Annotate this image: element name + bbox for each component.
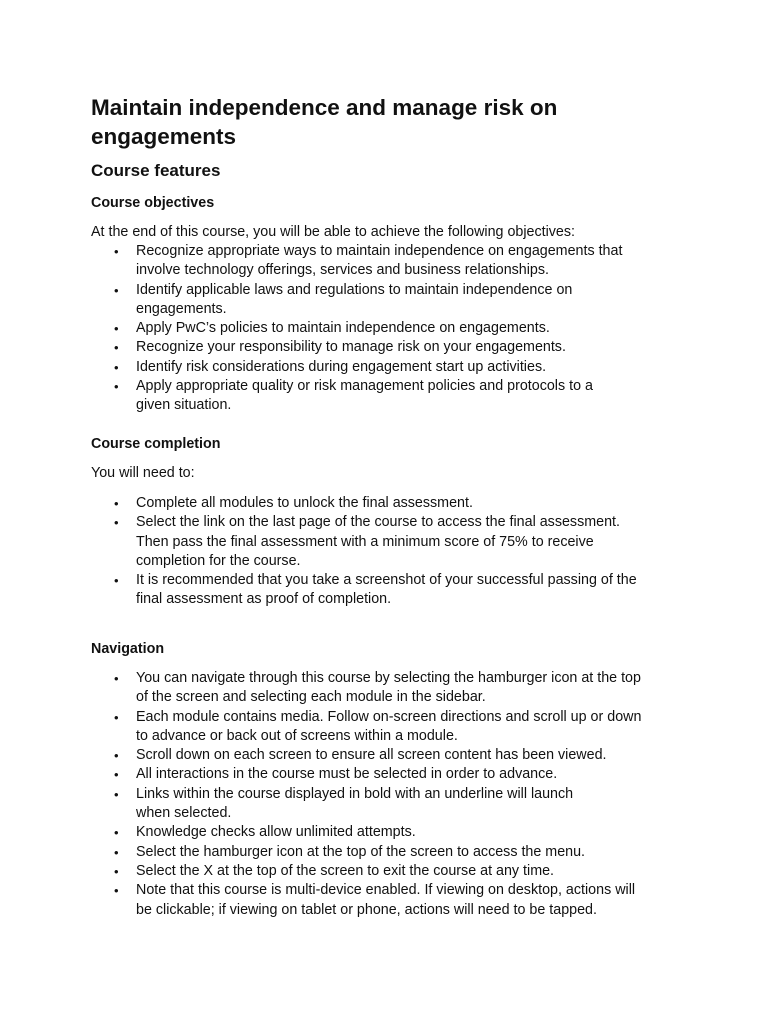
objectives-list bbox=[0, 242, 700, 416]
list-item bbox=[0, 338, 700, 357]
list-item-text: final assessment as proof of completion. bbox=[136, 591, 392, 608]
list-item-text: Recognize appropriate ways to maintain independence on engagements that bbox=[136, 243, 623, 259]
bullet-icon: • bbox=[114, 883, 119, 899]
list-item-text: You can navigate through this course by selecting the hamburger icon at the top bbox=[136, 670, 641, 686]
list-item bbox=[0, 513, 700, 571]
list-item bbox=[0, 281, 700, 320]
list-item-text: Complete all modules to unlock the final assessment. bbox=[136, 495, 473, 511]
bullet-icon: • bbox=[114, 844, 119, 860]
list-item-text: Then pass the final assessment with a minimum score of 75% to receive bbox=[136, 533, 594, 550]
list-item bbox=[0, 319, 700, 338]
bullet-icon: • bbox=[114, 359, 119, 375]
list-item-text: Identify applicable laws and regulations to maintain independence on bbox=[136, 281, 573, 298]
list-item-text: Knowledge checks allow unlimited attempts. bbox=[136, 824, 416, 841]
title-line-1: Maintain independence and manage risk on bbox=[91, 95, 558, 120]
list-item-text: Recognize your responsibility to manage risk on your engagements. bbox=[136, 339, 566, 356]
bullet-icon: • bbox=[114, 379, 119, 395]
list-item-text: completion for the course. bbox=[136, 552, 301, 569]
list-item-text: All interactions in the course must be selected in order to advance. bbox=[136, 766, 558, 783]
navigation-heading: Navigation bbox=[91, 641, 165, 657]
course-features-heading: Course features bbox=[91, 161, 221, 180]
list-item-text: be clickable; if viewing on tablet or phone, actions will need to be tapped. bbox=[136, 901, 597, 918]
list-item bbox=[0, 843, 700, 862]
list-item-text: given situation. bbox=[136, 397, 232, 414]
list-item-text: It is recommended that you take a screenshot of your successful passing of the bbox=[136, 572, 637, 589]
bullet-icon: • bbox=[114, 671, 119, 686]
list-item-text: Links within the course displayed in bold with an underline will launch bbox=[136, 785, 574, 802]
list-item bbox=[0, 494, 700, 513]
document-title bbox=[91, 93, 691, 151]
bullet-icon: • bbox=[114, 496, 119, 511]
list-item bbox=[0, 765, 700, 784]
bullet-icon: • bbox=[114, 515, 119, 531]
list-item bbox=[0, 571, 700, 610]
bullet-icon: • bbox=[114, 321, 119, 337]
list-item-text: involve technology offerings, services and business relationships. bbox=[136, 262, 549, 279]
list-item-text: Note that this course is multi-device enabled. If viewing on desktop, actions will bbox=[136, 882, 636, 899]
list-item bbox=[0, 823, 700, 842]
bullet-icon: • bbox=[114, 863, 119, 879]
bullet-icon: • bbox=[114, 340, 119, 356]
bullet-icon: • bbox=[114, 767, 119, 783]
bullet-icon: • bbox=[114, 282, 119, 298]
completion-intro: You will need to: bbox=[91, 465, 195, 481]
list-item-text: Select the hamburger icon at the top of the screen to access the menu. bbox=[136, 843, 586, 860]
list-item bbox=[0, 785, 700, 824]
list-item-text: Apply appropriate quality or risk management policies and protocols to a bbox=[136, 378, 593, 395]
bullet-icon: • bbox=[114, 786, 119, 802]
bullet-icon: • bbox=[114, 244, 119, 259]
list-item-text: Select the X at the top of the screen to exit the course at any time. bbox=[136, 862, 555, 879]
bullet-icon: • bbox=[114, 709, 119, 725]
list-item-text: Scroll down on each screen to ensure all screen content has been viewed. bbox=[136, 747, 607, 764]
objectives-intro: At the end of this course, you will be able to achieve the following objectives: bbox=[91, 224, 575, 240]
list-item-text: Select the link on the last page of the course to access the final assessment. bbox=[136, 514, 620, 531]
bullet-icon: • bbox=[114, 748, 119, 764]
completion-list bbox=[0, 494, 700, 610]
list-item bbox=[0, 358, 700, 377]
list-item bbox=[0, 242, 700, 281]
list-item-text: Identify risk considerations during engagement start up activities. bbox=[136, 358, 547, 375]
list-item-text: engagements. bbox=[136, 300, 227, 317]
list-item-text: of the screen and selecting each module in the sidebar. bbox=[136, 689, 486, 706]
navigation-list bbox=[0, 669, 700, 920]
title-line-2: engagements bbox=[91, 124, 237, 149]
list-item-text: when selected. bbox=[136, 805, 232, 822]
bullet-icon: • bbox=[114, 825, 119, 841]
list-item bbox=[0, 881, 700, 920]
list-item-text: to advance or back out of screens within a module. bbox=[136, 727, 458, 744]
list-item bbox=[0, 669, 700, 708]
list-item-text: Each module contains media. Follow on-screen directions and scroll up or down bbox=[136, 708, 642, 725]
course-completion-heading: Course completion bbox=[91, 436, 221, 452]
list-item bbox=[0, 708, 700, 747]
list-item bbox=[0, 862, 700, 881]
list-item bbox=[0, 746, 700, 765]
bullet-icon: • bbox=[114, 573, 119, 589]
list-item-text: Apply PwC’s policies to maintain independence on engagements. bbox=[136, 320, 550, 337]
list-item bbox=[0, 377, 700, 416]
course-objectives-heading: Course objectives bbox=[91, 195, 215, 211]
